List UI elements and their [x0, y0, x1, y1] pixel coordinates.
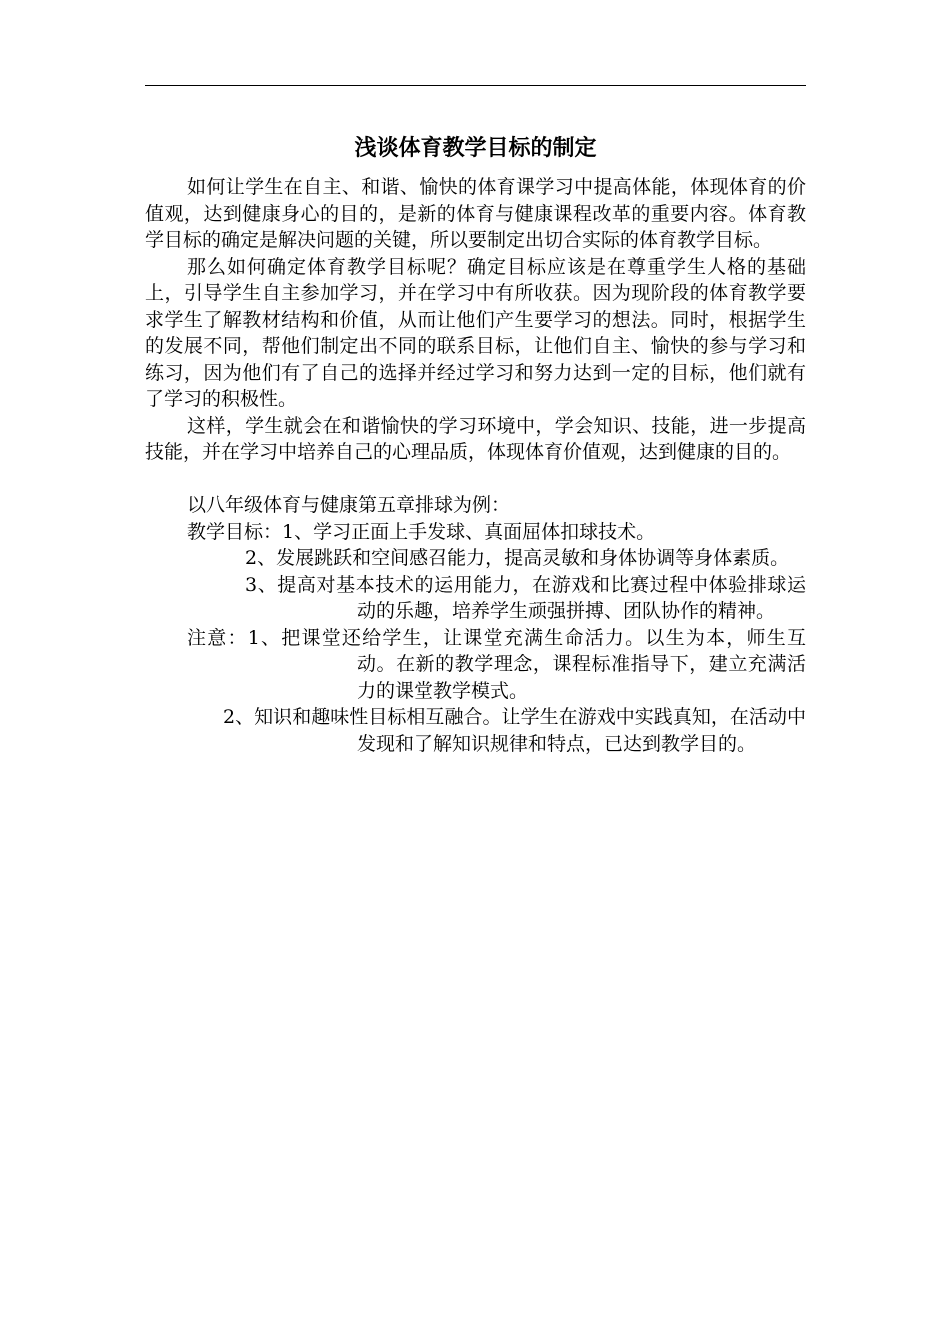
document-title: 浅谈体育教学目标的制定	[354, 136, 597, 161]
header-rule	[145, 85, 806, 86]
example-intro: 以八年级体育与健康第五章排球为例：	[187, 494, 511, 516]
paragraph-2: 那么如何确定体育教学目标呢？确定目标应该是在尊重学生人格的基础上，引导学生自主参加学习，并在学习中有所收获。因为现阶段的体育教学要求学生了解教材结构和价值，从而让他们产生要学习的想法。同时，根据学生的发展不同，帮他们制定出不同的联系目标，让他们自主、愉快的参与学习和练习，因为他们有了自己的选择并经过学习和努力达到一定的目标，他们就有了学习的积极性。	[145, 255, 806, 410]
blank-line	[145, 466, 806, 493]
document-body	[145, 174, 806, 757]
note-1: 注意：1、把课堂还给学生，让课堂充满生命活力。以生为本，师生互动。在新的教学理念，课程标准指导下，建立充满活力的课堂教学模式。	[187, 626, 806, 702]
paragraph-1: 如何让学生在自主、和谐、愉快的体育课学习中提高体能，体现体育的价值观，达到健康身心的目的，是新的体育与健康课程改革的重要内容。体育教学目标的确定是解决问题的关键，所以要制定出切合实际的体育教学目标。	[145, 176, 806, 251]
teaching-goal-1: 教学目标：1、学习正面上手发球、真面屈体扣球技术。	[187, 520, 656, 543]
note-2: 2、知识和趣味性目标相互融合。让学生在游戏中实践真知，在活动中发现和了解知识规律和特点，已达到教学目的。	[223, 706, 806, 755]
paragraph-3: 这样，学生就会在和谐愉快的学习环境中，学会知识、技能，进一步提高技能，并在学习中培养自己的心理品质，体现体育价值观，达到健康的目的。	[145, 414, 806, 463]
teaching-goal-3: 3、提高对基本技术的运用能力，在游戏和比赛过程中体验排球运动的乐趣，培养学生顽强拼搏、团队协作的精神。	[245, 573, 806, 622]
teaching-goal-2: 2、发展跳跃和空间感召能力，提高灵敏和身体协调等身体素质。	[245, 547, 790, 569]
